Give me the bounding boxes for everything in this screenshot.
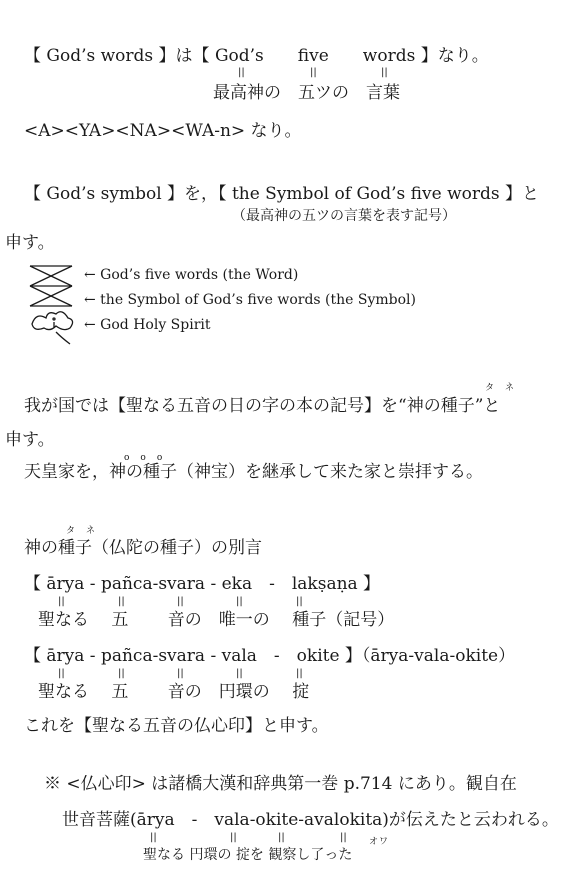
- gloss-marker: ||: [310, 67, 317, 78]
- note-line-1: ※ <仏心印> は諸橋大漢和辞典第一巻 p.714 にあり。観自在: [44, 774, 517, 794]
- gloss-marker: ||: [340, 832, 347, 843]
- gloss-marker: ||: [177, 668, 184, 679]
- gloss-marker: ||: [238, 67, 245, 78]
- gloss-marker: ||: [118, 668, 125, 679]
- gloss-marker: ||: [236, 596, 243, 607]
- god-symbol-gloss: （最高神の五ツの言葉を表す記号）: [232, 208, 456, 224]
- god-symbol-line-end: 申す。: [5, 233, 55, 253]
- legend-word: ← God’s five words (the Word): [84, 267, 299, 283]
- god-symbol-line: 【 God’s symbol 】を，【 the Symbol of God’s five words 】と: [24, 184, 540, 204]
- ruby-owa: オワ: [369, 837, 390, 847]
- gloss-marker: ||: [278, 832, 285, 843]
- gloss-marker: ||: [236, 668, 243, 679]
- legend-holy-spirit: ← God Holy Spirit: [84, 317, 211, 333]
- sacred-seed-line-end: 申す。: [5, 430, 55, 450]
- god-words-line: 【 God’s words 】は【 God’s five words 】なり。: [24, 46, 489, 66]
- gloss-marker: ||: [230, 832, 237, 843]
- ruby-dots: o o o: [124, 453, 164, 463]
- gloss-marker: ||: [150, 832, 157, 843]
- gloss-marker: ||: [381, 67, 388, 78]
- five-words-symbol: [26, 262, 82, 346]
- sacred-seed-line: 我が国では【聖なる五音の日の字の本の記号】を“神の種子”と: [24, 396, 501, 416]
- note-line-2: 世音菩薩(ārya - vala-okite-avalokita)が伝えたと云われる。: [62, 810, 559, 830]
- sanskrit-line-2: 【 ārya - pañca-svara - vala - okite 】（ārya-vala-okite）: [24, 646, 516, 666]
- god-words-gloss: 最高神の 五ツの 言葉: [213, 83, 400, 103]
- legend-symbol: ← the Symbol of God’s five words (the Symbol): [84, 292, 417, 308]
- gloss-marker: ||: [177, 596, 184, 607]
- ruby-tane: タ ネ: [485, 383, 516, 393]
- ayanawan-line: <A><YA><NA><WA-n> なり。: [24, 121, 302, 141]
- gloss-marker: ||: [296, 668, 303, 679]
- buddha-seal-line: これを【聖なる五音の仏心印】と申す。: [24, 716, 329, 736]
- ruby-tane: タ ネ: [66, 526, 97, 536]
- seed-alias-line: 神の種子（仏陀の種子）の別言: [24, 538, 262, 558]
- sanskrit-gloss-2: 聖なる 五 音の 円環の 掟: [38, 682, 310, 702]
- gloss-marker: ||: [296, 596, 303, 607]
- imperial-family-line: 天皇家を，神の種子（神宝）を継承して来た家と崇拝する。: [24, 462, 483, 482]
- gloss-marker: ||: [118, 596, 125, 607]
- gloss-marker: ||: [58, 668, 65, 679]
- sanskrit-gloss-1: 聖なる 五 音の 唯一の 種子（記号）: [38, 610, 395, 630]
- gloss-marker: ||: [58, 596, 65, 607]
- note-gloss: 聖なる 円環の 掟を 観察し了った: [143, 847, 353, 863]
- sanskrit-line-1: 【 ārya - pañca-svara - eka - lakṣaṇa 】: [24, 574, 381, 594]
